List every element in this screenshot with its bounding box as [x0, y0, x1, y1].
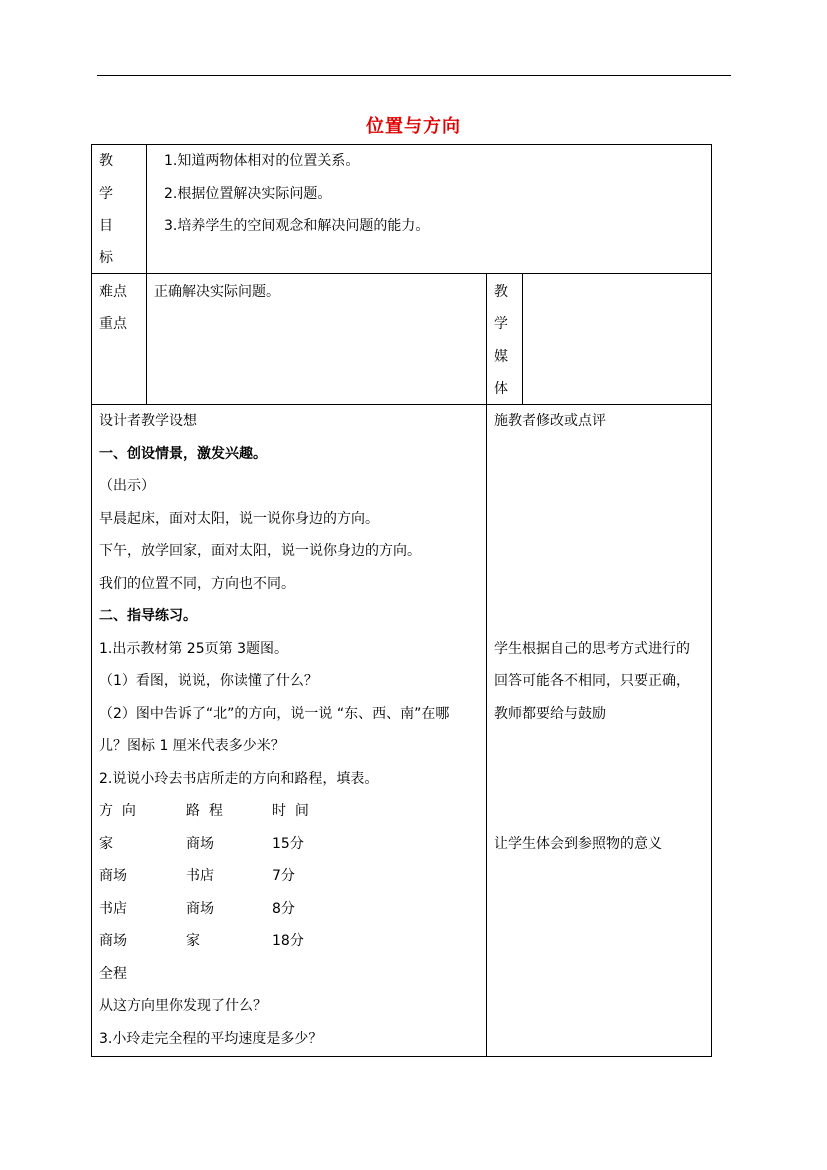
comment-line: 学生根据自己的思考方式进行的	[494, 641, 690, 657]
comment-header: 施教者修改或点评	[494, 413, 606, 429]
exercise-line: 3.小玲走完全程的平均速度是多少？	[99, 1031, 323, 1047]
body-line: 我们的位置不同，方向也不同。	[99, 576, 295, 592]
header-rule	[97, 75, 731, 76]
goal-item: 2.根据位置解决实际问题。	[164, 186, 332, 202]
difficulty-content: 正确解决实际问题。	[154, 284, 280, 300]
exercise-line: 儿？图标 1 厘米代表多少米？	[99, 738, 285, 754]
show-note: （出示）	[99, 478, 155, 494]
route-cell: 7分	[272, 868, 295, 884]
page-title: 位置与方向	[366, 116, 461, 137]
exercise-line: 1.出示教材第 25页第 3题图。	[99, 641, 288, 657]
total-label: 全程	[99, 966, 127, 982]
goals-label-char: 学	[99, 186, 113, 202]
route-cell: 商场	[186, 836, 214, 852]
goals-label-char: 教	[99, 153, 113, 169]
route-header: 方 向	[99, 803, 136, 819]
comment-line: 回答可能各不相同，只要正确，	[494, 673, 690, 689]
difficulty-label: 难点	[99, 284, 127, 300]
route-cell: 书店	[99, 901, 127, 917]
body-line: 下午，放学回家，面对太阳，说一说你身边的方向。	[99, 543, 421, 559]
route-cell: 家	[186, 933, 200, 949]
comment-line: 教师都要给与鼓励	[494, 706, 606, 722]
section-heading: 一、创设情景，激发兴趣。	[99, 446, 267, 462]
goal-item: 1.知道两物体相对的位置关系。	[164, 153, 360, 169]
comment-column-divider	[486, 404, 487, 1057]
lesson-table	[91, 144, 712, 1057]
body-line: 早晨起床，面对太阳，说一说你身边的方向。	[99, 511, 379, 527]
route-cell: 家	[99, 836, 113, 852]
media-label-char: 学	[494, 316, 508, 332]
label-column-divider	[146, 144, 147, 404]
route-cell: 15分	[272, 836, 304, 852]
route-cell: 18分	[272, 933, 304, 949]
media-label-char: 媒	[494, 349, 508, 365]
media-label-right-divider	[522, 273, 523, 404]
goals-label-char: 标	[99, 250, 113, 266]
goal-item: 3.培养学生的空间观念和解决问题的能力。	[164, 218, 430, 234]
difficulty-label: 重点	[99, 316, 127, 332]
goals-label-char: 目	[99, 218, 113, 234]
exercise-line: 2.说说小玲去书店所走的方向和路程，填表。	[99, 771, 379, 787]
row-divider-1	[91, 273, 712, 274]
design-header: 设计者教学设想	[99, 413, 197, 429]
media-label-char: 体	[494, 381, 508, 397]
comment-reference: 让学生体会到参照物的意义	[494, 836, 662, 852]
media-label-char: 教	[494, 284, 508, 300]
question-line: 从这方向里你发现了什么？	[99, 998, 267, 1014]
exercise-line: （1）看图，说说，你读懂了什么？	[99, 673, 318, 689]
exercise-line: （2）图中告诉了“北”的方向，说一说 “东、西、南”在哪	[99, 706, 450, 722]
route-cell: 8分	[272, 901, 295, 917]
section-heading: 二、指导练习。	[99, 608, 197, 624]
route-cell: 书店	[186, 868, 214, 884]
route-header: 路 程	[186, 803, 223, 819]
route-header: 时 间	[272, 803, 309, 819]
route-cell: 商场	[99, 868, 127, 884]
route-cell: 商场	[99, 933, 127, 949]
row-divider-2	[91, 404, 712, 405]
route-cell: 商场	[186, 901, 214, 917]
media-label-left-divider	[486, 273, 487, 404]
